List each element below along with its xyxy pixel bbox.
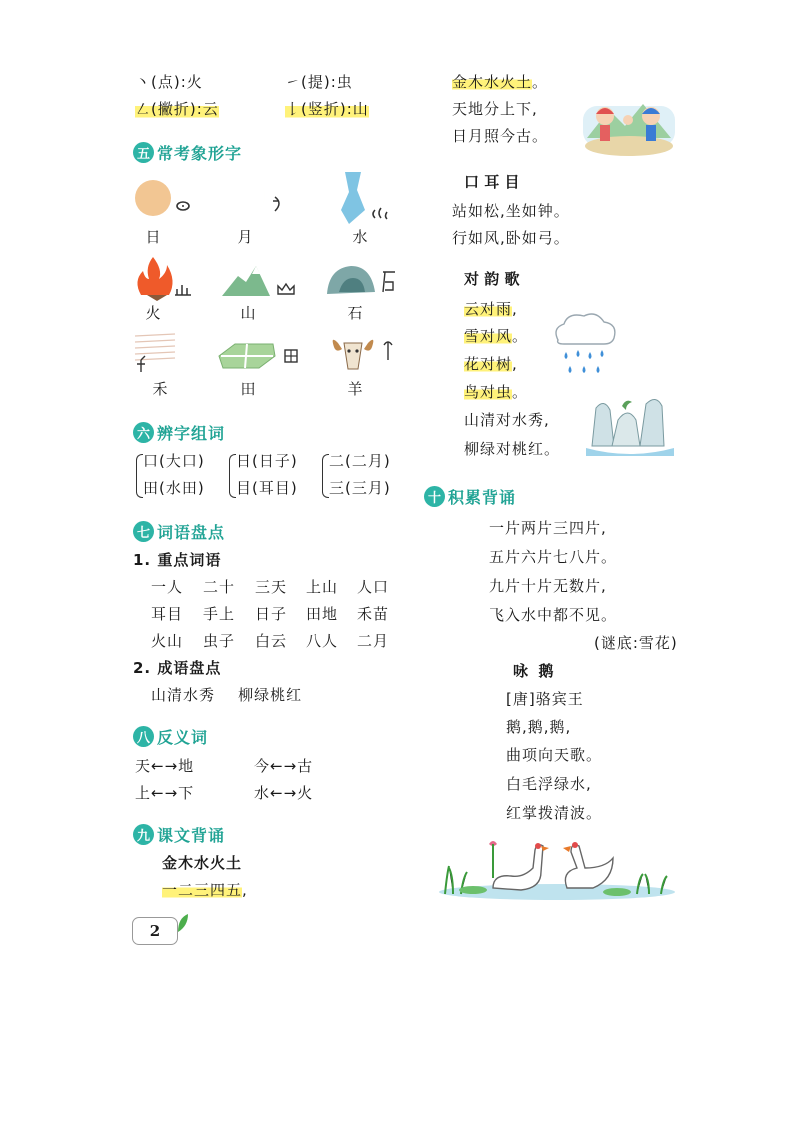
- idioms-line: 山清水秀 柳绿桃红: [151, 686, 303, 704]
- water-picture: [335, 170, 395, 232]
- section-6-header: [133, 419, 225, 445]
- poem-line: [464, 354, 518, 374]
- stroke-shuzhe: 𠄌(竖折):山: [285, 100, 369, 118]
- field-picture: [215, 340, 303, 374]
- antonym-pair: 上←→下: [135, 784, 195, 802]
- pictograph-label-yue: 月: [237, 228, 253, 246]
- poem-line: [464, 326, 528, 346]
- poem-line-punct: ,: [512, 300, 518, 318]
- poem-line-highlight: 一二三四五: [162, 881, 243, 899]
- word: 白云: [255, 632, 288, 650]
- poem-line-punct: 。: [512, 327, 529, 345]
- geese-illustration: [437, 838, 677, 906]
- page-number: 2: [132, 917, 178, 945]
- poem-line-highlight: 雪对风: [464, 327, 513, 345]
- group-1-word-2: 田(水田): [143, 479, 205, 497]
- word: 手上: [203, 605, 236, 623]
- poem-title-jinmushui: 金木水火土: [162, 854, 243, 872]
- group-1-word-1: 口(大口): [143, 452, 205, 470]
- section-8-header: [133, 723, 208, 749]
- word: 二月: [357, 632, 390, 650]
- stroke-ti: ㇀(提):虫: [285, 73, 353, 91]
- poem-line: 站如松,坐如钟。: [452, 202, 570, 220]
- word: 日子: [255, 605, 288, 623]
- children-illustration: [583, 76, 675, 164]
- subheading-idioms: 2. 成语盘点: [133, 659, 222, 677]
- poem-line: 鹅,鹅,鹅,: [506, 718, 572, 736]
- pictograph-label-he: 禾: [152, 380, 168, 398]
- section-title: 辨字组词: [157, 423, 226, 443]
- rain-cloud-illustration: [548, 310, 620, 384]
- section-10-header: [424, 483, 516, 509]
- stroke-piezhe: ㇜(撇折):云: [135, 100, 219, 118]
- word: 三天: [255, 578, 288, 596]
- riddle-line: 飞入水中都不见。: [489, 606, 618, 624]
- group-2-word-2: 目(耳目): [236, 479, 298, 497]
- poem-author: [唐]骆宾王: [506, 690, 584, 708]
- section-title: 课文背诵: [157, 825, 226, 845]
- poem-title-yonge: 咏 鹅: [513, 662, 554, 680]
- group-2-word-1: 日(日子): [236, 452, 298, 470]
- subheading-key-words: 1. 重点词语: [133, 551, 222, 569]
- poem-line: [162, 880, 248, 900]
- word: 一人: [151, 578, 184, 596]
- pictograph-label-ri: 日: [145, 228, 161, 246]
- word: 虫子: [203, 632, 236, 650]
- poem-line-highlight: 鸟对虫: [464, 383, 513, 401]
- poem-line: [464, 382, 528, 402]
- group-3-word-1: 二(二月): [329, 452, 391, 470]
- poem-line: 曲项向天歌。: [506, 746, 603, 764]
- riddle-answer: (谜底:雪花): [594, 634, 678, 652]
- section-title: 积累背诵: [448, 487, 517, 507]
- section-number-badge: 五: [133, 142, 154, 163]
- brace-group-1: [136, 454, 143, 498]
- poem-line: 日月照今古。: [452, 127, 549, 145]
- word: 田地: [306, 605, 339, 623]
- word: 上山: [306, 578, 339, 596]
- section-number-badge: 七: [133, 521, 154, 542]
- riddle-line: 五片六片七八片。: [489, 548, 618, 566]
- section-5-header: [133, 139, 242, 165]
- antonym-pair: 水←→火: [254, 784, 314, 802]
- sheep-picture: [328, 333, 400, 381]
- poem-line-punct: 。: [532, 73, 549, 91]
- word: 八人: [306, 632, 339, 650]
- word: 禾苗: [357, 605, 390, 623]
- stroke-dian: 丶(点):火: [135, 73, 203, 91]
- pictograph-label-tian: 田: [240, 380, 256, 398]
- stone-picture: [325, 262, 397, 302]
- pictograph-label-yang: 羊: [347, 380, 363, 398]
- section-title: 常考象形字: [157, 143, 243, 163]
- antonym-pair: 今←→古: [254, 757, 314, 775]
- poem-line-highlight: 金木水火土: [452, 73, 533, 91]
- moon-picture: [225, 175, 295, 224]
- poem-line: [452, 72, 548, 92]
- poem-line: 白毛浮绿水,: [506, 775, 592, 793]
- pictograph-label-huo: 火: [145, 304, 161, 322]
- mountain-picture: [220, 262, 300, 304]
- word: 耳目: [151, 605, 184, 623]
- word: 人口: [357, 578, 390, 596]
- pictograph-label-shi: 石: [347, 304, 363, 322]
- poem-line-highlight: 云对雨: [464, 300, 513, 318]
- poem-line: [464, 299, 518, 319]
- section-title: 词语盘点: [157, 522, 226, 542]
- poem-line: 山清对水秀,: [464, 411, 550, 429]
- poem-line: 天地分上下,: [452, 100, 538, 118]
- section-number-badge: 十: [424, 486, 445, 507]
- section-9-header: [133, 821, 225, 847]
- poem-line-punct: ,: [512, 355, 518, 373]
- section-7-header: [133, 518, 225, 544]
- poem-line: 行如风,卧如弓。: [452, 229, 570, 247]
- poem-title-kouermu: 口 耳 目: [464, 173, 520, 191]
- poem-line: 红掌拨清波。: [506, 804, 603, 822]
- section-title: 反义词: [157, 727, 209, 747]
- sun-picture: [133, 180, 198, 224]
- brace-group-3: [322, 454, 329, 498]
- poem-line-highlight: 花对树: [464, 355, 513, 373]
- section-number-badge: 九: [133, 824, 154, 845]
- section-number-badge: 八: [133, 726, 154, 747]
- brace-group-2: [229, 454, 236, 498]
- leaf-icon: [176, 912, 190, 938]
- riddle-line: 九片十片无数片,: [489, 577, 607, 595]
- pictograph-label-shui: 水: [352, 228, 368, 246]
- mountain-water-illustration: [582, 392, 678, 462]
- grain-picture: [133, 332, 183, 378]
- group-3-word-2: 三(三月): [329, 479, 391, 497]
- fire-picture: [133, 255, 195, 305]
- word: 二十: [203, 578, 236, 596]
- riddle-line: 一片两片三四片,: [489, 519, 607, 537]
- poem-title-duiyunge: 对 韵 歌: [464, 270, 520, 288]
- poem-line-punct: 。: [512, 383, 529, 401]
- poem-line: 柳绿对桃红。: [464, 440, 561, 458]
- antonym-pair: 天←→地: [135, 757, 195, 775]
- poem-line-punct: ,: [242, 881, 248, 899]
- word: 火山: [151, 632, 184, 650]
- pictograph-label-shan: 山: [240, 304, 256, 322]
- section-number-badge: 六: [133, 422, 154, 443]
